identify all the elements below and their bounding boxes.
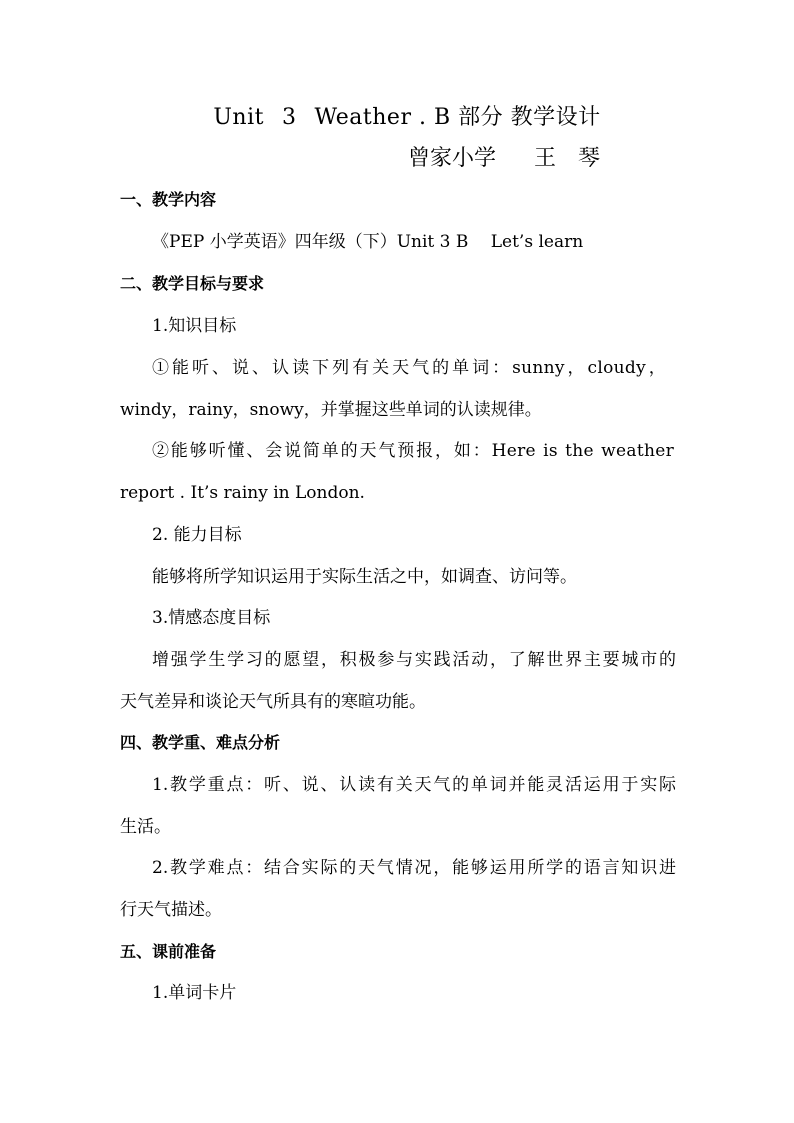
- paragraph-textbook: 《PEP 小学英语》四年级（下）Unit 3 B Let’s learn: [152, 232, 584, 252]
- section-heading-key-points: 四、教学重、难点分析: [120, 733, 281, 752]
- section-heading-content: 一、教学内容: [120, 190, 217, 209]
- paragraph-knowledge-2b: report . It’s rainy in London.: [120, 483, 365, 503]
- title-unit: Unit: [213, 105, 264, 130]
- paragraph-key-point-b: 生活。: [120, 817, 171, 837]
- paragraph-knowledge-1a: ①能听、说、认读下列有关天气的单词：sunny，cloudy，: [152, 358, 666, 378]
- paragraph-knowledge-2a: ②能够听懂、会说简单的天气预报，如：Here is the weather: [152, 441, 674, 461]
- title-number: 3: [281, 105, 297, 130]
- paragraph-ability: 能够将所学知识运用于实际生活之中，如调查、访问等。: [152, 567, 577, 587]
- paragraph-emotion-b: 天气差异和谈论天气所具有的寒暄功能。: [120, 692, 426, 712]
- author-name: 王 琴: [534, 146, 601, 171]
- title-rest: Weather . B 部分 教学设计: [314, 105, 601, 130]
- subheading-ability-goal: 2. 能力目标: [152, 525, 242, 545]
- author-line: [408, 144, 600, 174]
- subheading-emotion-goal: 3.情感态度目标: [152, 608, 271, 628]
- section-heading-goals: 二、教学目标与要求: [120, 274, 265, 293]
- paragraph-difficulty-b: 行天气描述。: [120, 900, 222, 920]
- section-heading-preparation: 五、课前准备: [120, 942, 217, 961]
- paragraph-word-cards: 1.单词卡片: [152, 983, 237, 1003]
- document-title: [0, 103, 794, 133]
- paragraph-emotion-a: 增强学生学习的愿望，积极参与实践活动，了解世界主要城市的: [152, 650, 676, 670]
- paragraph-difficulty-a: 2.教学难点：结合实际的天气情况，能够运用所学的语言知识进: [152, 858, 676, 878]
- author-school: 曾家小学: [408, 146, 497, 171]
- subheading-knowledge-goal: 1.知识目标: [152, 316, 237, 336]
- paragraph-key-point-a: 1.教学重点：听、说、认读有关天气的单词并能灵活运用于实际: [152, 775, 676, 795]
- paragraph-knowledge-1b: windy，rainy，snowy，并掌握这些单词的认读规律。: [120, 400, 542, 420]
